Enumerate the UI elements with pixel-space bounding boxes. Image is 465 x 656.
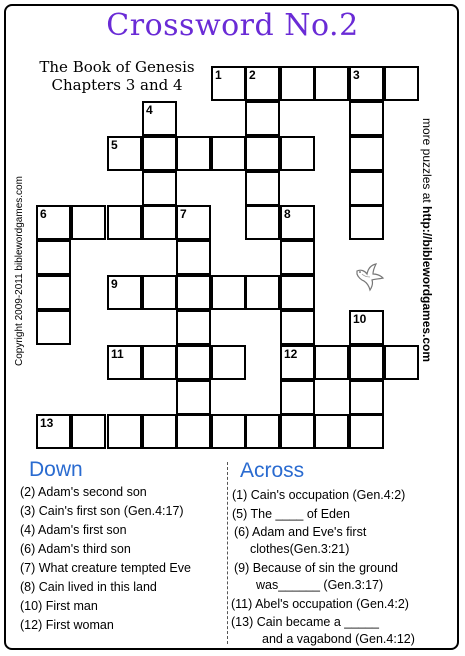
copyright-text: Copyright 2009-2011 biblewordgames.com [14, 176, 25, 366]
subtitle-line-1: The Book of Genesis [39, 58, 195, 76]
across-clue-6-cont: clothes(Gen.3:21) [250, 542, 350, 556]
clue-number: 2 [249, 68, 256, 82]
grid-cell[interactable] [71, 414, 106, 449]
across-clue-9: (9) Because of sin the ground [234, 561, 398, 575]
clue-number: 6 [40, 207, 47, 221]
across-heading: Across [240, 459, 305, 482]
grid-cell[interactable] [142, 171, 177, 206]
grid-cell[interactable] [314, 345, 349, 380]
grid-cell[interactable] [384, 345, 419, 380]
grid-cell[interactable] [176, 136, 211, 171]
grid-cell[interactable] [211, 275, 246, 310]
grid-cell[interactable] [211, 136, 246, 171]
grid-cell[interactable] [384, 66, 419, 101]
grid-cell[interactable] [142, 345, 177, 380]
more-puzzles-url[interactable]: http://biblewordgames.com [420, 206, 434, 363]
grid-cell[interactable] [280, 136, 315, 171]
grid-cell[interactable] [245, 136, 280, 171]
clue-number: 5 [111, 138, 118, 152]
grid-cell[interactable] [107, 414, 142, 449]
grid-cell[interactable] [176, 310, 211, 345]
grid-cell[interactable] [211, 414, 246, 449]
grid-cell[interactable] [176, 345, 211, 380]
down-clue-12: (12) First woman [20, 618, 114, 632]
grid-cell[interactable] [107, 275, 142, 310]
down-clue-2: (2) Adam's second son [20, 485, 147, 499]
clue-number: 1 [215, 68, 222, 82]
grid-cell[interactable] [314, 414, 349, 449]
grid-cell[interactable] [211, 345, 246, 380]
grid-cell[interactable] [349, 414, 384, 449]
down-clue-6: (6) Adam's third son [20, 542, 131, 556]
subtitle-line-2: Chapters 3 and 4 [51, 76, 183, 94]
down-clue-7: (7) What creature tempted Eve [20, 561, 191, 575]
grid-cell[interactable] [71, 205, 106, 240]
grid-cell[interactable] [245, 275, 280, 310]
grid-cell[interactable] [36, 240, 71, 275]
grid-cell[interactable] [314, 66, 349, 101]
grid-cell[interactable] [349, 171, 384, 206]
grid-cell[interactable] [245, 66, 280, 101]
grid-cell[interactable] [36, 205, 71, 240]
grid-cell[interactable] [245, 171, 280, 206]
grid-cell[interactable] [245, 101, 280, 136]
clue-number: 3 [353, 68, 360, 82]
grid-cell[interactable] [142, 414, 177, 449]
grid-cell[interactable] [211, 66, 246, 101]
down-clue-3: (3) Cain's first son (Gen.4:17) [20, 504, 184, 518]
across-clue-6: (6) Adam and Eve's first [234, 525, 367, 539]
clue-number: 8 [284, 207, 291, 221]
grid-cell[interactable] [36, 275, 71, 310]
grid-cell[interactable] [176, 205, 211, 240]
down-clue-4: (4) Adam's first son [20, 523, 127, 537]
across-clue-13: (13) Cain became a _____ [231, 615, 380, 629]
grid-cell[interactable] [280, 414, 315, 449]
clue-number: 11 [111, 347, 124, 361]
across-clue-13-cont: and a vagabond (Gen.4:12) [262, 632, 415, 646]
grid-cell[interactable] [176, 275, 211, 310]
grid-cell[interactable] [349, 66, 384, 101]
grid-cell[interactable] [176, 380, 211, 415]
grid-cell[interactable] [280, 345, 315, 380]
down-clue-10: (10) First man [20, 599, 98, 613]
clue-number: 12 [284, 347, 298, 361]
grid-cell[interactable] [36, 310, 71, 345]
grid-cell[interactable] [349, 205, 384, 240]
grid-cell[interactable] [176, 414, 211, 449]
grid-cell[interactable] [280, 275, 315, 310]
down-heading: Down [29, 458, 83, 481]
grid-cell[interactable] [36, 414, 71, 449]
clue-number: 4 [146, 103, 153, 117]
grid-cell[interactable] [349, 345, 384, 380]
grid-cell[interactable] [107, 136, 142, 171]
grid-cell[interactable] [280, 240, 315, 275]
grid-cell[interactable] [142, 275, 177, 310]
grid-cell[interactable] [280, 205, 315, 240]
grid-cell[interactable] [142, 205, 177, 240]
clue-number: 13 [40, 416, 54, 430]
clue-divider [227, 462, 228, 644]
grid-cell[interactable] [176, 240, 211, 275]
across-clue-5: (5) The ____ of Eden [232, 507, 350, 521]
dove-icon [354, 262, 386, 292]
grid-cell[interactable] [245, 414, 280, 449]
grid-cell[interactable] [349, 101, 384, 136]
grid-cell[interactable] [107, 205, 142, 240]
puzzle-title: Crossword No.2 [106, 8, 359, 43]
across-clue-11: (11) Abel's occupation (Gen.4:2) [231, 597, 409, 611]
grid-cell[interactable] [142, 136, 177, 171]
clue-number: 7 [180, 207, 187, 221]
grid-cell[interactable] [142, 101, 177, 136]
clue-number: 10 [353, 312, 367, 326]
grid-cell[interactable] [107, 345, 142, 380]
clue-number: 9 [111, 277, 118, 291]
grid-cell[interactable] [349, 380, 384, 415]
across-clue-1: (1) Cain's occupation (Gen.4:2) [232, 488, 406, 502]
across-clue-9-cont: was______ (Gen.3:17) [256, 578, 384, 592]
more-puzzles-prefix: more puzzles at [420, 118, 434, 203]
grid-cell[interactable] [280, 380, 315, 415]
grid-cell[interactable] [349, 136, 384, 171]
down-clue-8: (8) Cain lived in this land [20, 580, 157, 594]
grid-cell[interactable] [245, 205, 280, 240]
grid-cell[interactable] [280, 310, 315, 345]
grid-cell[interactable] [349, 310, 384, 345]
grid-cell[interactable] [280, 66, 315, 101]
